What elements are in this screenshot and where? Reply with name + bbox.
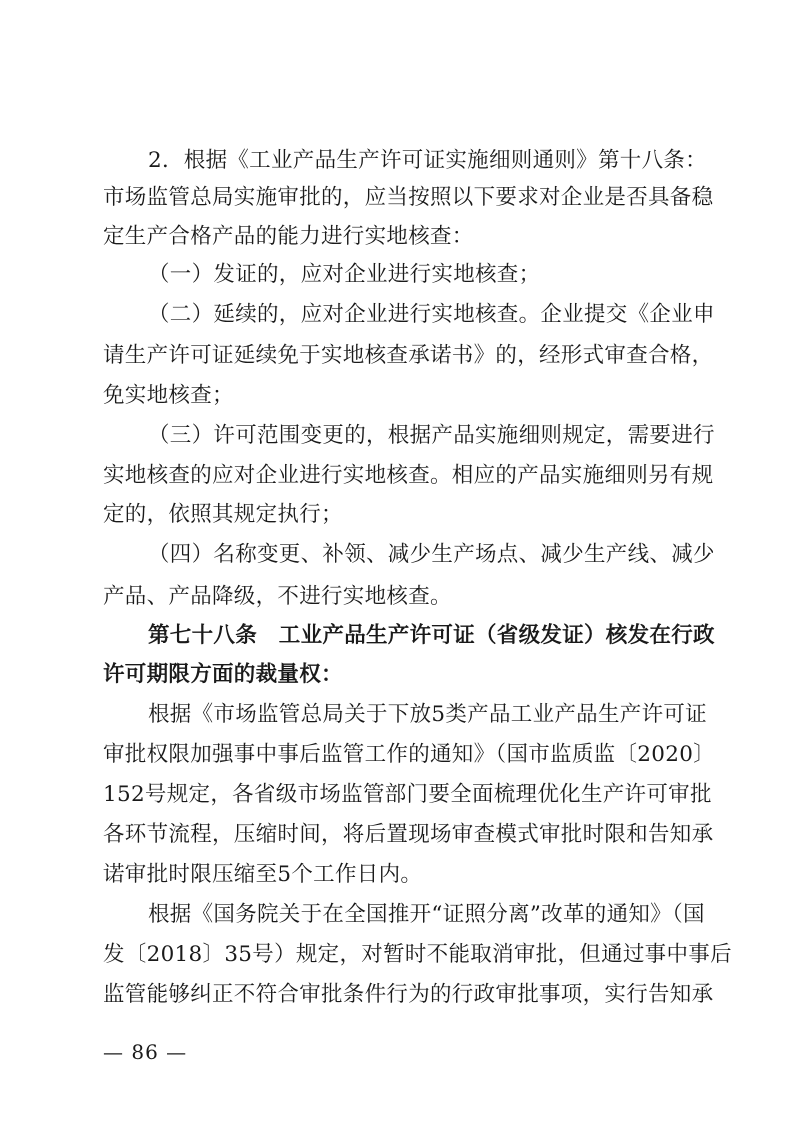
text-line: 审批权限加强事中事后监管工作的通知》（国市监质监〔2020〕 <box>103 742 715 767</box>
text-line: （三）许可范围变更的，根据产品实施细则规定，需要进行 <box>148 423 715 448</box>
text-line: 请生产许可证延续免于实地核查承诺书》的，经形式审查合格， <box>103 343 714 368</box>
text-line: （四）名称变更、补领、减少生产场点、减少生产线、减少 <box>148 542 715 567</box>
text-line: 监管能够纠正不符合审批条件行为的行政审批事项，实行告知承 <box>103 982 714 1007</box>
text-line: （一）发证的，应对企业进行实地核查； <box>148 262 541 287</box>
text-line: （二）延续的，应对企业进行实地核查。企业提交《企业申 <box>148 302 715 327</box>
text-line: 各环节流程，压缩时间，将后置现场审查模式审批时限和告知承 <box>103 822 714 847</box>
text-line: 152号规定，各省级市场监管部门要全面梳理优化生产许可审批 <box>103 782 712 807</box>
article-heading: 许可期限方面的裁量权： <box>103 662 343 687</box>
text-line: 诺审批时限压缩至5个工作日内。 <box>103 862 423 887</box>
text-line: 2．根据《工业产品生产许可证实施细则通则》第十八条： <box>148 148 707 173</box>
text-line: 根据《市场监管总局关于下放5类产品工业产品生产许可证 <box>148 702 707 727</box>
text-line: 产品、产品降级，不进行实地核查。 <box>103 584 452 609</box>
text-line: 实地核查的应对企业进行实地核查。相应的产品实施细则另有规 <box>103 463 714 488</box>
text-line: 免实地核查； <box>103 383 234 408</box>
article-heading: 第七十八条 工业产品生产许可证（省级发证）核发在行政 <box>148 623 715 648</box>
text-line: 根据《国务院关于在全国推开“证照分离”改革的通知》（国 <box>148 902 705 927</box>
text-line: 发〔2018〕35号）规定，对暂时不能取消审批，但通过事中事后 <box>103 942 732 967</box>
text-line: 定的，依照其规定执行； <box>103 502 343 527</box>
text-line: 定生产合格产品的能力进行实地核查： <box>103 224 474 249</box>
text-line: 市场监管总局实施审批的，应当按照以下要求对企业是否具备稳 <box>103 185 714 210</box>
page-number: — 86 — <box>103 1040 188 1064</box>
